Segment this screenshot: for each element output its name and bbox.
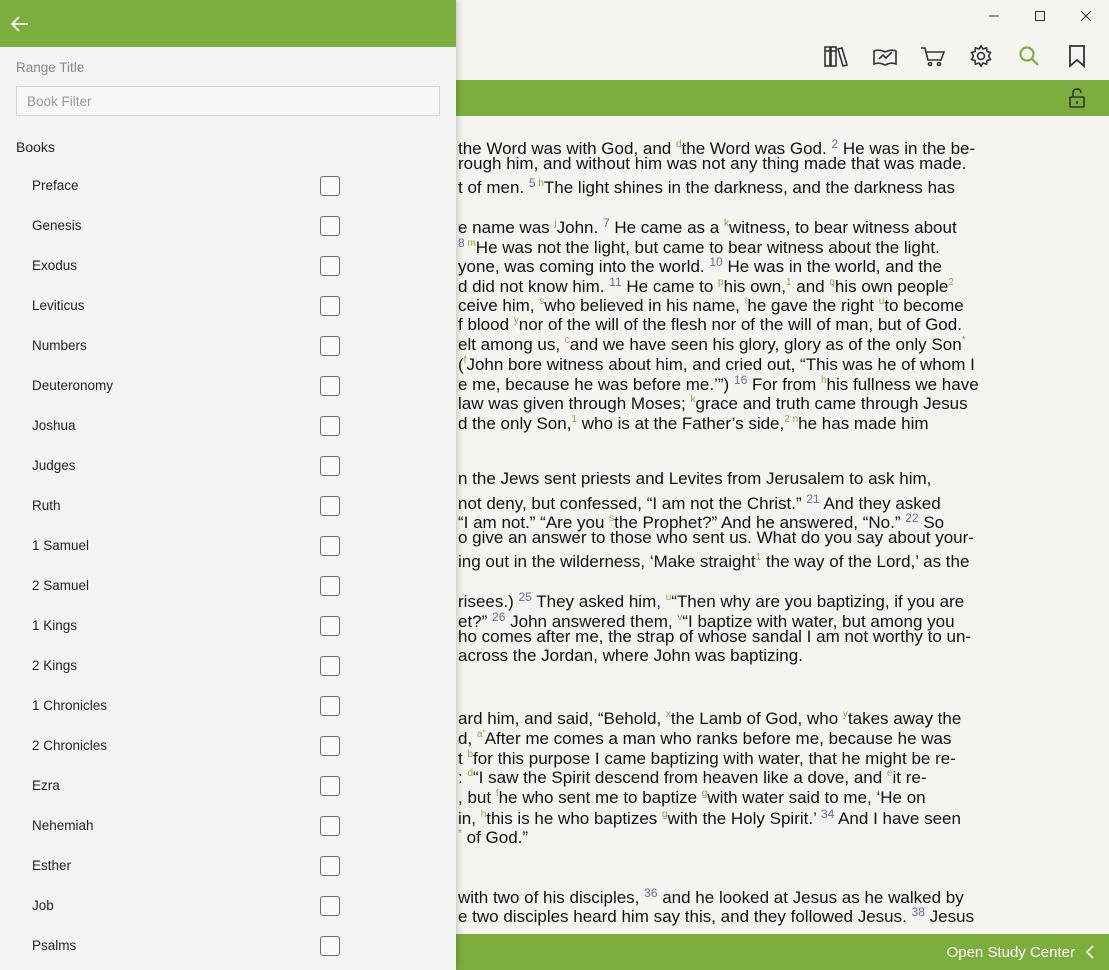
verse-text: ing out in the wilderness, ‘Make straight	[458, 551, 756, 571]
book-row[interactable]	[0, 806, 456, 846]
verse-text: not deny, but confessed, “I am not the Christ.”	[458, 493, 807, 513]
verse-text: with water said to me, ‘He on	[707, 788, 926, 808]
verse-text: yone, was coming into the world.	[458, 257, 710, 277]
book-label: Joshua	[32, 418, 76, 433]
settings-gear-icon[interactable]	[963, 38, 999, 74]
open-study-center-button[interactable]	[947, 934, 1095, 970]
footnote-marker[interactable]: f	[463, 354, 467, 366]
book-checkbox[interactable]	[320, 856, 340, 876]
unlock-icon[interactable]	[1063, 86, 1091, 110]
verse-text: across the Jordan, where John was baptizing.	[458, 646, 803, 666]
book-checkbox[interactable]	[320, 496, 340, 516]
reading-plans-icon[interactable]	[867, 38, 903, 74]
book-label: Genesis	[32, 218, 82, 233]
footnote-marker[interactable]: 2	[948, 276, 954, 288]
panel-header	[0, 0, 456, 47]
verse-text: o give an answer to those who sent us. What do you say about your-	[458, 528, 974, 547]
verse-text: nor of the will of the flesh nor of the will of man, but of God.	[518, 315, 962, 335]
verse-text: The light shines in the darkness, and the darkness has	[543, 178, 955, 198]
footnote-marker[interactable]: x	[665, 709, 671, 721]
book-checkbox[interactable]	[320, 296, 340, 316]
book-row[interactable]	[0, 646, 456, 686]
book-checkbox[interactable]	[320, 816, 340, 836]
book-row[interactable]	[0, 766, 456, 806]
footnote-marker[interactable]: 1	[785, 276, 792, 288]
book-label: 1 Chronicles	[32, 698, 108, 713]
verse-text: (	[458, 354, 464, 374]
range-editor-panel	[0, 0, 456, 970]
verse-text: he gave the right	[747, 295, 879, 315]
verse-text: who believed in his name,	[544, 295, 745, 315]
verse-number[interactable]: 21	[806, 491, 820, 506]
book-list	[0, 166, 456, 966]
footnote-marker[interactable]: h	[820, 375, 827, 387]
book-row[interactable]	[0, 366, 456, 406]
book-row[interactable]	[0, 206, 456, 246]
book-checkbox[interactable]	[320, 376, 340, 396]
footnote-marker[interactable]: 1	[571, 413, 577, 425]
book-checkbox[interactable]	[320, 216, 340, 236]
verse-text: John bore witness about him, and cried out, “This was he of whom I	[466, 354, 975, 374]
library-icon[interactable]	[819, 38, 855, 74]
verse-text: He was in the be-	[838, 139, 976, 158]
footnote-marker[interactable]: 1	[755, 551, 762, 563]
verse-text: and he looked at Jesus as he walked by	[657, 887, 964, 907]
footnote-marker[interactable]: y	[842, 709, 848, 721]
book-label: Ruth	[32, 498, 61, 513]
open-study-center-label: Open Study Center	[946, 943, 1075, 961]
book-row[interactable]	[0, 246, 456, 286]
footnote-marker[interactable]: m	[464, 237, 476, 249]
book-row[interactable]	[0, 166, 456, 206]
book-checkbox[interactable]	[320, 656, 340, 676]
verse-text: ceive him,	[458, 295, 540, 315]
maximize-icon[interactable]	[1017, 0, 1063, 32]
verse-text: d,	[458, 729, 477, 748]
book-label: Numbers	[32, 338, 87, 353]
book-row[interactable]	[0, 486, 456, 526]
verse-text: e me, because he was before me.’”)	[458, 375, 734, 395]
verse-text: d did not know him.	[458, 276, 610, 296]
footnote-marker[interactable]: b	[467, 748, 474, 760]
footnote-marker[interactable]: q	[829, 276, 835, 288]
verse-text: t of men.	[458, 178, 529, 198]
footnote-marker[interactable]: e	[886, 768, 893, 780]
back-arrow-icon[interactable]	[0, 4, 40, 44]
footnote-marker[interactable]: s	[539, 295, 545, 307]
books-heading: Books	[16, 139, 55, 155]
book-label: Leviticus	[32, 298, 85, 313]
verse-text: the Word was with God, and	[458, 139, 676, 158]
book-checkbox[interactable]	[320, 736, 340, 756]
book-row[interactable]	[0, 326, 456, 366]
verse-text: John.	[556, 217, 603, 237]
verse-text: And I have seen	[834, 808, 961, 828]
verse-number[interactable]: 16	[733, 373, 748, 388]
verse-text: elt among us,	[458, 335, 565, 354]
close-icon[interactable]	[1063, 0, 1109, 32]
book-label: Exodus	[32, 258, 78, 273]
verse-number[interactable]: 10	[709, 255, 723, 270]
verse-text: He came as a	[609, 217, 724, 237]
book-label: Deuteronomy	[32, 378, 114, 393]
verse-text: rough him, and without him was not any thing made that was made.	[458, 153, 967, 173]
footnote-marker[interactable]: d	[675, 139, 682, 150]
book-filter-input[interactable]	[16, 86, 440, 116]
book-row[interactable]	[0, 406, 456, 446]
verse-text: grace and truth came through Jesus	[695, 394, 968, 414]
verse-text: John answered them,	[505, 611, 678, 631]
text-line	[458, 154, 966, 174]
book-row[interactable]	[0, 686, 456, 726]
footnote-marker[interactable]: u	[878, 295, 885, 307]
verse-text: ho comes after me, the strap of whose sandal I am not worthy to un-	[458, 626, 972, 646]
verse-text: the Word was God.	[681, 139, 832, 158]
footnote-marker[interactable]: c	[564, 335, 570, 346]
verse-text: n the Jews sent priests and Levites from Jerusalem to ask him,	[458, 468, 932, 488]
book-row[interactable]	[0, 926, 456, 966]
text-line	[458, 548, 969, 572]
verse-text: the Prophet?” And he answered, “No.”	[614, 513, 906, 533]
verse-text: And they asked	[819, 493, 941, 513]
verse-text: his own,	[723, 276, 786, 296]
footnote-marker[interactable]: k	[723, 217, 729, 229]
text-line	[458, 410, 929, 434]
verse-number[interactable]: 22	[905, 511, 919, 526]
book-label: Preface	[32, 178, 79, 193]
verse-number[interactable]: 34	[820, 806, 835, 821]
book-label: 2 Kings	[32, 658, 78, 673]
footnote-marker[interactable]: *	[458, 827, 462, 839]
text-line	[458, 528, 974, 548]
verse-text: with the Holy Spirit.’	[667, 808, 821, 828]
book-label: Ezra	[32, 778, 60, 793]
window-controls	[971, 0, 1109, 32]
verse-text: d the only Son,	[458, 413, 572, 433]
footnote-marker[interactable]: g	[701, 788, 708, 800]
text-line	[458, 173, 955, 198]
verse-text: He was in the world, and the	[722, 257, 942, 277]
verse-text: his own people	[834, 276, 949, 296]
verse-text: who is at the Father’s side,	[576, 413, 785, 433]
verse-text: he has made him	[798, 413, 929, 433]
footnote-marker[interactable]: h	[480, 808, 487, 820]
verse-text: e two disciples heard him say this, and they followed Jesus.	[458, 907, 912, 927]
book-row[interactable]	[0, 286, 456, 326]
verse-text: and we have seen his glory, glory as of the only Son	[569, 335, 962, 354]
text-line	[458, 902, 974, 927]
book-label: 1 Kings	[32, 618, 78, 633]
footnote-marker[interactable]: g	[662, 808, 668, 820]
book-row[interactable]	[0, 886, 456, 926]
verse-text: Jesus	[924, 907, 975, 927]
verse-number[interactable]: 26	[492, 609, 506, 624]
book-checkbox[interactable]	[320, 616, 340, 636]
verse-text: He came to	[621, 276, 719, 296]
verse-text: ard him, and said, “Behold,	[458, 709, 666, 729]
footnote-marker[interactable]: a’	[476, 729, 485, 740]
book-checkbox[interactable]	[320, 336, 340, 356]
text-line	[458, 646, 803, 666]
verse-text: risees.)	[458, 592, 519, 612]
bookmark-icon[interactable]	[1059, 38, 1095, 74]
verse-text: he who sent me to baptize	[498, 788, 702, 808]
book-row[interactable]	[0, 846, 456, 886]
text-line	[458, 804, 961, 829]
footnote-marker[interactable]: h	[535, 178, 544, 190]
footnote-marker[interactable]: *	[961, 335, 966, 346]
book-label: Job	[32, 898, 54, 913]
chevron-left-icon	[1085, 945, 1095, 959]
verse-text: of God.”	[461, 827, 529, 847]
verse-text: to become	[884, 295, 964, 315]
verse-text: “I baptize with water, but among you	[682, 611, 955, 631]
book-checkbox[interactable]	[320, 416, 340, 436]
footnote-marker[interactable]: n	[789, 413, 799, 425]
footnote-marker[interactable]: t	[744, 295, 748, 307]
verse-text: in,	[458, 808, 481, 828]
verse-text: :	[458, 768, 468, 788]
footnote-marker[interactable]: d	[467, 768, 474, 780]
book-checkbox[interactable]	[320, 896, 340, 916]
footnote-marker[interactable]: u	[665, 592, 672, 604]
verse-text: e name was	[458, 217, 555, 237]
verse-number[interactable]: 36	[644, 885, 658, 900]
verse-text: for this purpose I came baptizing with water, that he might be re-	[473, 748, 956, 768]
verse-text: takes away the	[847, 709, 962, 729]
verse-text: , but	[458, 788, 496, 808]
footnote-marker[interactable]: s	[609, 513, 615, 525]
verse-text: his fullness we have	[826, 375, 979, 395]
verse-text: this is he who baptizes	[486, 808, 663, 828]
book-checkbox[interactable]	[320, 696, 340, 716]
book-row[interactable]	[0, 726, 456, 766]
verse-number[interactable]: 8	[458, 235, 465, 250]
search-icon[interactable]	[1011, 38, 1047, 74]
verse-text: “I am not.” “Are you	[458, 513, 610, 533]
book-label: Psalms	[32, 938, 77, 953]
footnote-marker[interactable]: y	[513, 315, 519, 327]
minimize-icon[interactable]	[971, 0, 1017, 32]
book-label: 2 Samuel	[32, 578, 90, 593]
verse-text: So	[918, 513, 945, 533]
footnote-marker[interactable]: k	[690, 394, 696, 406]
verse-text: For from	[747, 375, 821, 395]
book-checkbox[interactable]	[320, 936, 340, 956]
verse-text: the way of the Lord,’ as the	[761, 551, 970, 571]
footnote-marker[interactable]: v	[677, 611, 683, 623]
book-checkbox[interactable]	[320, 256, 340, 276]
verse-text: “I saw the Spirit descend from heaven like a dove, and	[473, 768, 887, 788]
book-row[interactable]	[0, 446, 456, 486]
text-line	[458, 824, 528, 848]
bible-text-view	[458, 126, 1098, 931]
verse-text: witness, to bear witness about	[728, 217, 957, 237]
book-label: Esther	[32, 858, 72, 873]
verse-text: with two of his disciples,	[458, 887, 645, 907]
verse-number[interactable]: 5	[528, 176, 536, 191]
book-row[interactable]	[0, 566, 456, 606]
verse-text: f blood	[458, 315, 514, 335]
verse-text: t	[458, 748, 468, 768]
book-checkbox[interactable]	[320, 456, 340, 476]
book-row[interactable]	[0, 526, 456, 566]
book-row[interactable]	[0, 606, 456, 646]
store-cart-icon[interactable]	[915, 38, 951, 74]
book-label: Judges	[32, 458, 76, 473]
book-label: 1 Samuel	[32, 538, 90, 553]
verse-text: it re-	[892, 768, 927, 788]
verse-text: law was given through Moses;	[458, 394, 691, 414]
main-toolbar	[819, 38, 1095, 74]
footnote-marker[interactable]: p	[718, 276, 724, 288]
text-line	[458, 469, 931, 489]
verse-number[interactable]: 11	[609, 274, 622, 289]
book-checkbox[interactable]	[320, 536, 340, 556]
verse-number[interactable]: 2	[831, 137, 839, 151]
verse-number[interactable]: 7	[602, 215, 610, 230]
text-line	[458, 627, 971, 647]
footnote-marker[interactable]: j	[554, 217, 557, 229]
range-title-label[interactable]: Range Title	[16, 60, 85, 75]
verse-text: and	[791, 276, 830, 296]
verse-text: the Lamb of God, who	[670, 709, 843, 729]
verse-text: He was not the light, but came to bear witness about the light.	[475, 237, 940, 257]
book-label: Nehemiah	[32, 818, 94, 833]
book-checkbox[interactable]	[320, 176, 340, 196]
verse-text: “Then why are you baptizing, if you are	[671, 592, 965, 612]
book-checkbox[interactable]	[320, 576, 340, 596]
footnote-marker[interactable]: f	[495, 788, 499, 800]
verse-text: After me comes a man who ranks before me, because he was	[484, 729, 952, 748]
verse-number[interactable]: 38	[911, 905, 925, 920]
book-label: 2 Chronicles	[32, 738, 108, 753]
verse-text: They asked him,	[531, 592, 666, 612]
verse-text: et?”	[458, 611, 493, 631]
verse-number[interactable]: 25	[518, 590, 532, 605]
footnote-marker[interactable]: 2	[784, 413, 790, 425]
book-checkbox[interactable]	[320, 776, 340, 796]
